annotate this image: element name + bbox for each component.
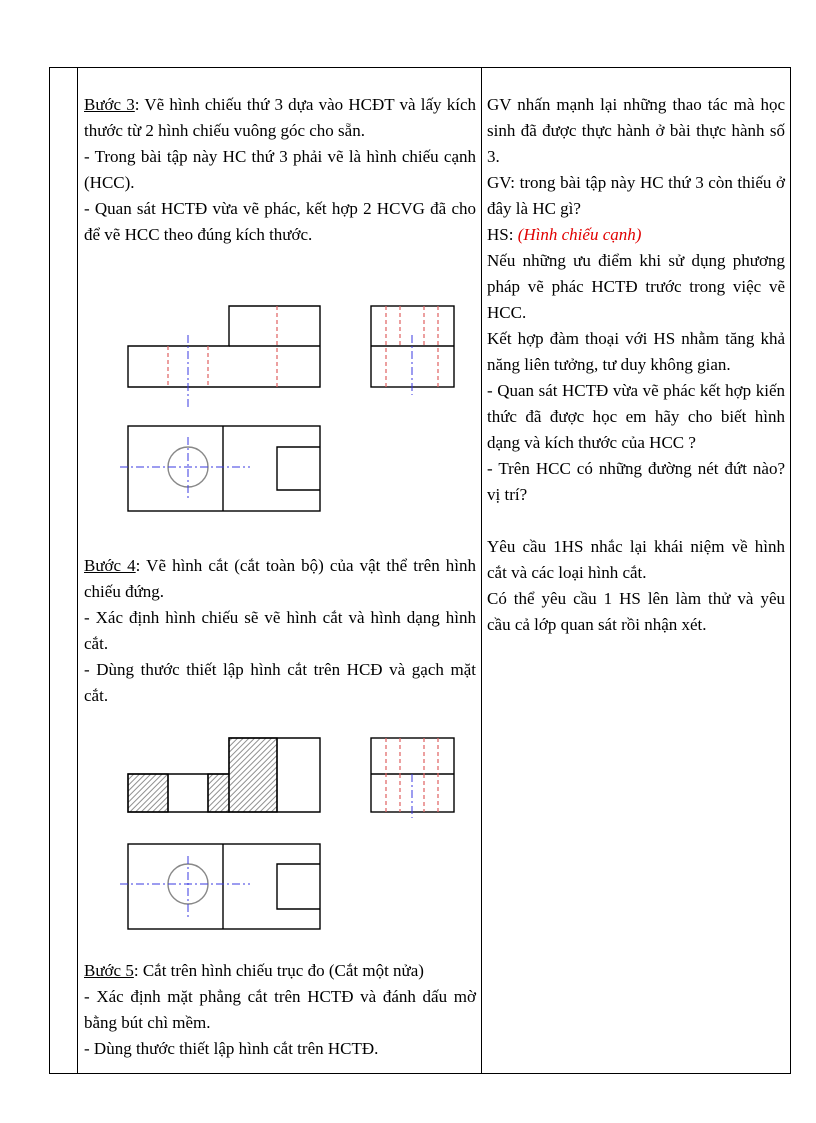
figure-section-step4 [100,728,470,960]
step3-heading: Bước 3: Vẽ hình chiếu thứ 3 dựa vào HCĐT và lấy kích thước từ 2 hình chiếu vuông góc cho sẵn. [84,95,477,140]
step3-title: Bước 3 [84,95,135,114]
note-p7: - Trên HCC có những đường nét đứt nào? vị trí? [487,459,785,504]
column-divider-main [481,68,482,1073]
figure-views-step3 [100,295,470,525]
step5-line1: - Xác định mặt phẳng cắt trên HCTĐ và đánh dấu mờ bằng bút chì mềm. [84,987,476,1032]
step3-line1: - Trong bài tập này HC thứ 3 phải vẽ là hình chiếu cạnh (HCC). [84,147,476,192]
step4-heading: Bước 4: Vẽ hình cắt (cắt toàn bộ) của vật thể trên hình chiếu đứng. [84,556,476,601]
step5-title: Bước 5 [84,961,134,980]
student-answer: (Hình chiếu cạnh) [517,225,642,244]
note-p2: GV: trong bài tập này HC thứ 3 còn thiếu ở đây là HC gì? [487,173,785,218]
note-p9: Có thể yêu cầu 1 HS lên làm thử và yêu cầu cả lớp quan sát rồi nhận xét. [487,589,785,634]
step4-block [84,553,476,709]
section-area-top [229,738,277,812]
note-p3: HS: (Hình chiếu cạnh) [487,225,642,244]
teacher-notes [487,92,785,638]
step5-line2: - Dùng thước thiết lập hình cắt trên HCTĐ. [84,1039,379,1058]
spacer [487,508,785,534]
step4-title: Bước 4 [84,556,136,575]
step4-line1: - Xác định hình chiếu sẽ vẽ hình cắt và hình dạng hình cắt. [84,608,476,653]
column-divider-narrow [77,68,78,1073]
note-p8: Yêu cầu 1HS nhắc lại khái niệm về hình cắt và các loại hình cắt. [487,537,785,582]
section-area-left [128,774,168,812]
step5-heading: Bước 5: Cắt trên hình chiếu trục đo (Cắt một nửa) [84,961,424,980]
step3-line2: - Quan sát HCTĐ vừa vẽ phác, kết hợp 2 HCVG đã cho để vẽ HCC theo đúng kích thước. [84,199,476,244]
note-p4: Nếu những ưu điểm khi sử dụng phương pháp vẽ phác HCTĐ trước trong việc vẽ HCC. [487,251,785,322]
step4-line2: - Dùng thước thiết lập hình cắt trên HCĐ và gạch mặt cắt. [84,660,476,705]
note-p1: GV nhấn mạnh lại những thao tác mà học sinh đã được thực hành ở bài thực hành số 3. [487,95,785,166]
step5-block [84,958,476,1062]
note-p6: - Quan sát HCTĐ vừa vẽ phác kết hợp kiến thức đã được học em hãy cho biết hình dạng và kích thước của HCC ? [487,381,785,452]
center-lines [120,335,412,499]
step3-block [84,92,476,248]
section-area-mid [208,774,229,812]
top-view-outline [128,426,320,511]
note-p5: Kết hợp đàm thoại với HS nhằm tăng khả năng liên tưởng, tư duy không gian. [487,329,785,374]
